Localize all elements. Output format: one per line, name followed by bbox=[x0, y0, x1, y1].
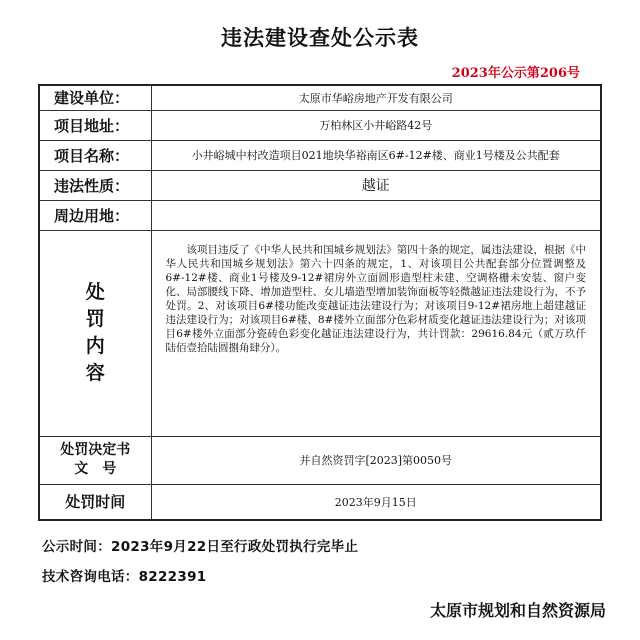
surroundings-label: 周边用地： bbox=[39, 200, 151, 230]
nature-label: 违法性质： bbox=[39, 170, 151, 200]
builder-label: 建设单位： bbox=[39, 85, 151, 110]
nature-value: 越证 bbox=[151, 170, 601, 200]
address-value: 万柏林区小井峪路42号 bbox=[151, 110, 601, 140]
row-decision bbox=[39, 436, 601, 484]
project-label: 项目名称： bbox=[39, 140, 151, 170]
decision-label-line2: 文 号 bbox=[74, 461, 117, 477]
decision-value: 并自然资罚字[2023]第0050号 bbox=[151, 436, 601, 484]
row-address bbox=[39, 110, 601, 140]
decision-label bbox=[39, 436, 151, 484]
penalty-label-char: 容 bbox=[85, 362, 105, 384]
row-penalty bbox=[39, 230, 601, 436]
penalty-content-cell bbox=[151, 230, 601, 436]
penalty-label-char: 内 bbox=[85, 335, 105, 357]
penalty-label-char: 罚 bbox=[85, 308, 105, 330]
issuing-organization: 太原市规划和自然资源局 bbox=[429, 601, 606, 620]
builder-value: 太原市华峪房地产开发有限公司 bbox=[151, 85, 601, 110]
hotline: 技术咨询电话：8222391 bbox=[42, 569, 207, 585]
surroundings-value bbox=[151, 200, 601, 230]
row-nature bbox=[39, 170, 601, 200]
penalty-content: 该项目违反了《中华人民共和国城乡规划法》第四十条的规定，属违法建设，根据《中华人民共和国城乡规划法》第六十四条的规定，1、对该项目公共配套部分位置调整及6#-12#楼、商业1号楼及9-12#裙房外立面圆形造型柱未建、空调格栅未安装、窗户变化、局部腰线下降、增加造型柱、女儿墙造型增加装饰面板等轻微越证违法建设行为，不予处罚。2、对该项目6#楼功能改变越证违法建设行为；对该项目9-12#裙房地上超建越证违法建设行为；对该项目6#楼、8#楼外立面部分色彩材质变化越证违法建设行为；对该项目6#楼外立面部分瓷砖色彩变化越证违法建设行为，共计罚款：29616.84元（贰万玖仟陆佰壹拾陆圆捌角肆分）。 bbox=[165, 244, 586, 354]
decision-label-line1: 处罚决定书 bbox=[60, 442, 131, 458]
project-value: 小井峪城中村改造项目021地块华裕南区6#-12#楼、商业1号楼及公共配套 bbox=[151, 140, 601, 170]
notice-number: 2023年公示第206号 bbox=[451, 66, 580, 81]
row-surroundings bbox=[39, 200, 601, 230]
date-value: 2023年9月15日 bbox=[151, 484, 601, 520]
penalty-label-char: 处 bbox=[85, 281, 105, 303]
address-label: 项目地址： bbox=[39, 110, 151, 140]
penalty-label bbox=[39, 230, 151, 436]
page-title: 违法建设查处公示表 bbox=[221, 26, 419, 50]
row-project bbox=[39, 140, 601, 170]
row-date bbox=[39, 484, 601, 520]
notice-table bbox=[38, 84, 602, 521]
publicity-period: 公示时间：2023年9月22日至行政处罚执行完毕止 bbox=[42, 539, 359, 555]
date-label: 处罚时间 bbox=[39, 484, 151, 520]
row-builder bbox=[39, 85, 601, 110]
